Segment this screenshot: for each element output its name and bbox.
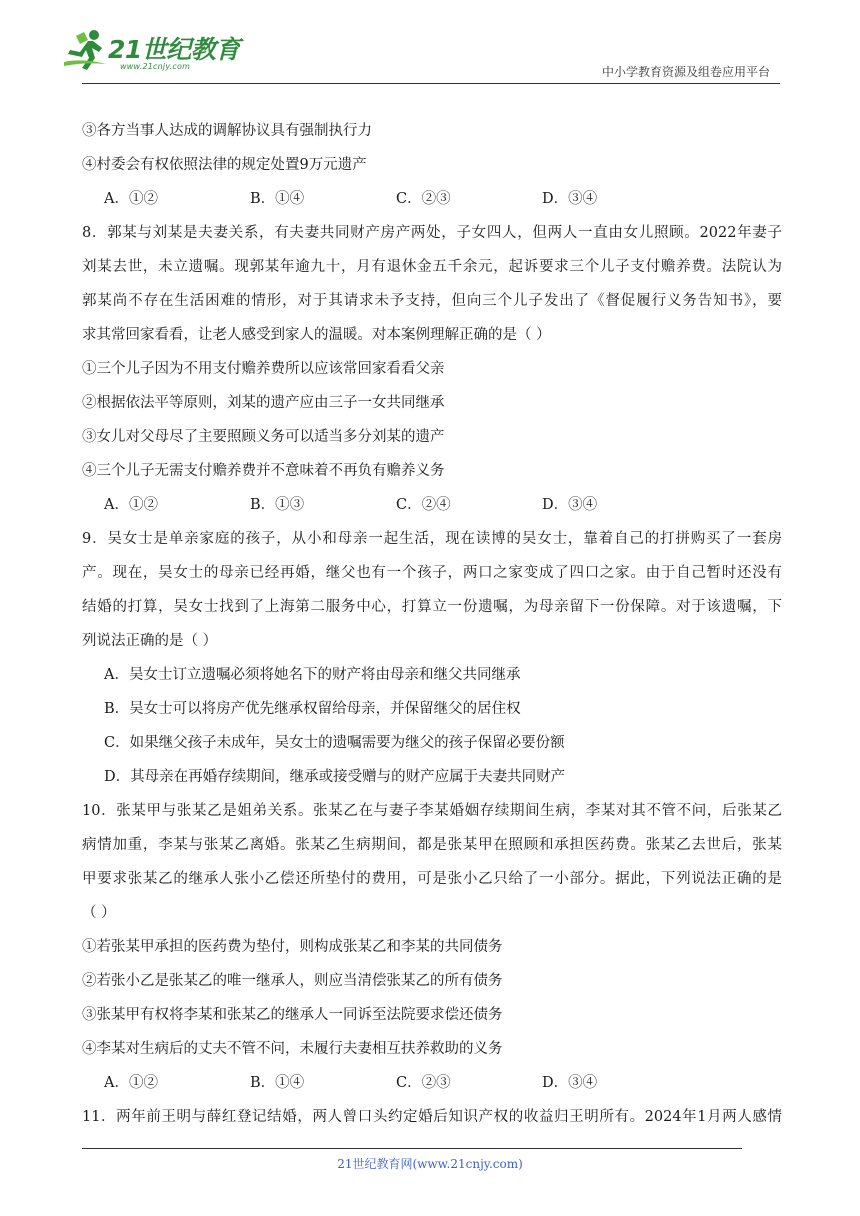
q8-text-line: 求其常回家看看，让老人感受到家人的温暖。对本案例理解正确的是（ ）: [82, 327, 551, 343]
option-a: A．①②: [104, 497, 158, 513]
option-c: C．②④: [396, 497, 451, 513]
option-d: D．③④: [542, 497, 598, 513]
q10-statement-4: ④李某对生病后的丈夫不管不问，未履行夫妻相互扶养救助的义务: [82, 1041, 503, 1057]
option-c: C．②③: [396, 191, 451, 207]
header-divider: [82, 83, 780, 84]
document-body: [82, 114, 782, 1134]
site-logo[interactable]: [62, 28, 242, 78]
runner-logo-icon: [62, 28, 108, 72]
q9-choice-a: A．吴女士订立遗嘱必须将她名下的财产将由母亲和继父共同继承: [104, 667, 521, 683]
header-tagline: 中小学教育资源及组卷应用平台: [601, 65, 770, 79]
option-a: A．①②: [104, 1075, 158, 1091]
q9-text-line: 产。现在，吴女士的母亲已经再婚，继父也有一个孩子，两口之家变成了四口之家。由于自己暂时还没有: [82, 565, 782, 581]
q8-text-line: 8．郭某与刘某是夫妻关系，有夫妻共同财产房产两处，子女四人，但两人一直由女儿照顾。2022年妻子: [82, 225, 782, 241]
logo-url: www.21cnjy.com: [120, 62, 191, 71]
page-header: [0, 0, 860, 90]
q10-options: [82, 1066, 782, 1100]
logo-text: 21世纪教育: [108, 35, 240, 64]
option-d: D．③④: [542, 191, 598, 207]
q11-text-line: 11．两年前王明与薛红登记结婚，两人曾口头约定婚后知识产权的收益归王明所有。2024年1月两人感情: [82, 1109, 782, 1125]
q8-options: [82, 488, 782, 522]
q7-statement-3: ③各方当事人达成的调解协议具有强制执行力: [82, 123, 372, 139]
option-b: B．①④: [250, 1075, 305, 1091]
q8-statement-1: ①三个儿子因为不用支付赡养费所以应该常回家看看父亲: [82, 361, 445, 377]
q10-text-line: 病情加重，李某与张某乙离婚。张某乙生病期间，都是张某甲在照顾和承担医药费。张某乙去世后，张某: [82, 837, 782, 853]
footer-divider: [82, 1148, 742, 1149]
q9-choice-b: B．吴女士可以将房产优先继承权留给母亲，并保留继父的居住权: [104, 701, 521, 717]
q10-statement-2: ②若张小乙是张某乙的唯一继承人，则应当清偿张某乙的所有债务: [82, 973, 503, 989]
q7-statement-4: ④村委会有权依照法律的规定处置9万元遗产: [82, 157, 367, 173]
option-c: C．②③: [396, 1075, 451, 1091]
q8-text-line: 刘某去世，未立遗嘱。现郭某年逾九十，月有退休金五千余元，起诉要求三个儿子支付赡养费。法院认为: [82, 259, 782, 275]
q8-statement-4: ④三个儿子无需支付赡养费并不意味着不再负有赡养义务: [82, 463, 445, 479]
q8-text-line: 郭某尚不存在生活困难的情形，对于其请求未予支持，但向三个儿子发出了《督促履行义务告知书》，要: [82, 293, 782, 309]
q9-choice-c: C．如果继父孩子未成年，吴女士的遗嘱需要为继父的孩子保留必要份额: [104, 735, 565, 751]
option-d: D．③④: [542, 1075, 598, 1091]
footer-link[interactable]: 21世纪教育网(www.21cnjy.com): [337, 1157, 523, 1171]
q10-text-line: 甲要求张某乙的继承人张小乙偿还所垫付的费用，可是张小乙只给了一小部分。据此，下列说法正确的是: [82, 871, 782, 887]
q9-text-line: 9．吴女士是单亲家庭的孩子，从小和母亲一起生活，现在读博的吴女士，靠着自己的打拼购买了一套房: [82, 531, 782, 547]
option-b: B．①③: [250, 497, 305, 513]
q10-statement-3: ③张某甲有权将李某和张某乙的继承人一同诉至法院要求偿还债务: [82, 1007, 503, 1023]
q9-text-line: 结婚的打算，吴女士找到了上海第二服务中心，打算立一份遗嘱，为母亲留下一份保障。对于该遗嘱，下: [82, 599, 782, 615]
q10-text-line: （ ）: [82, 905, 116, 921]
q9-text-line: 列说法正确的是（ ）: [82, 633, 218, 649]
q8-statement-2: ②根据依法平等原则，刘某的遗产应由三子一女共同继承: [82, 395, 445, 411]
q9-choice-d: D．其母亲在再婚存续期间，继承或接受赠与的财产应属于夫妻共同财产: [104, 769, 566, 785]
q10-statement-1: ①若张某甲承担的医药费为垫付，则构成张某乙和李某的共同债务: [82, 939, 503, 955]
option-a: A．①②: [104, 191, 158, 207]
q7-options: [82, 182, 782, 216]
option-b: B．①④: [250, 191, 305, 207]
q10-text-line: 10．张某甲与张某乙是姐弟关系。张某乙在与妻子李某婚姻存续期间生病，李某对其不管不问，后张某乙: [82, 803, 782, 819]
q8-statement-3: ③女儿对父母尽了主要照顾义务可以适当多分刘某的遗产: [82, 429, 445, 445]
